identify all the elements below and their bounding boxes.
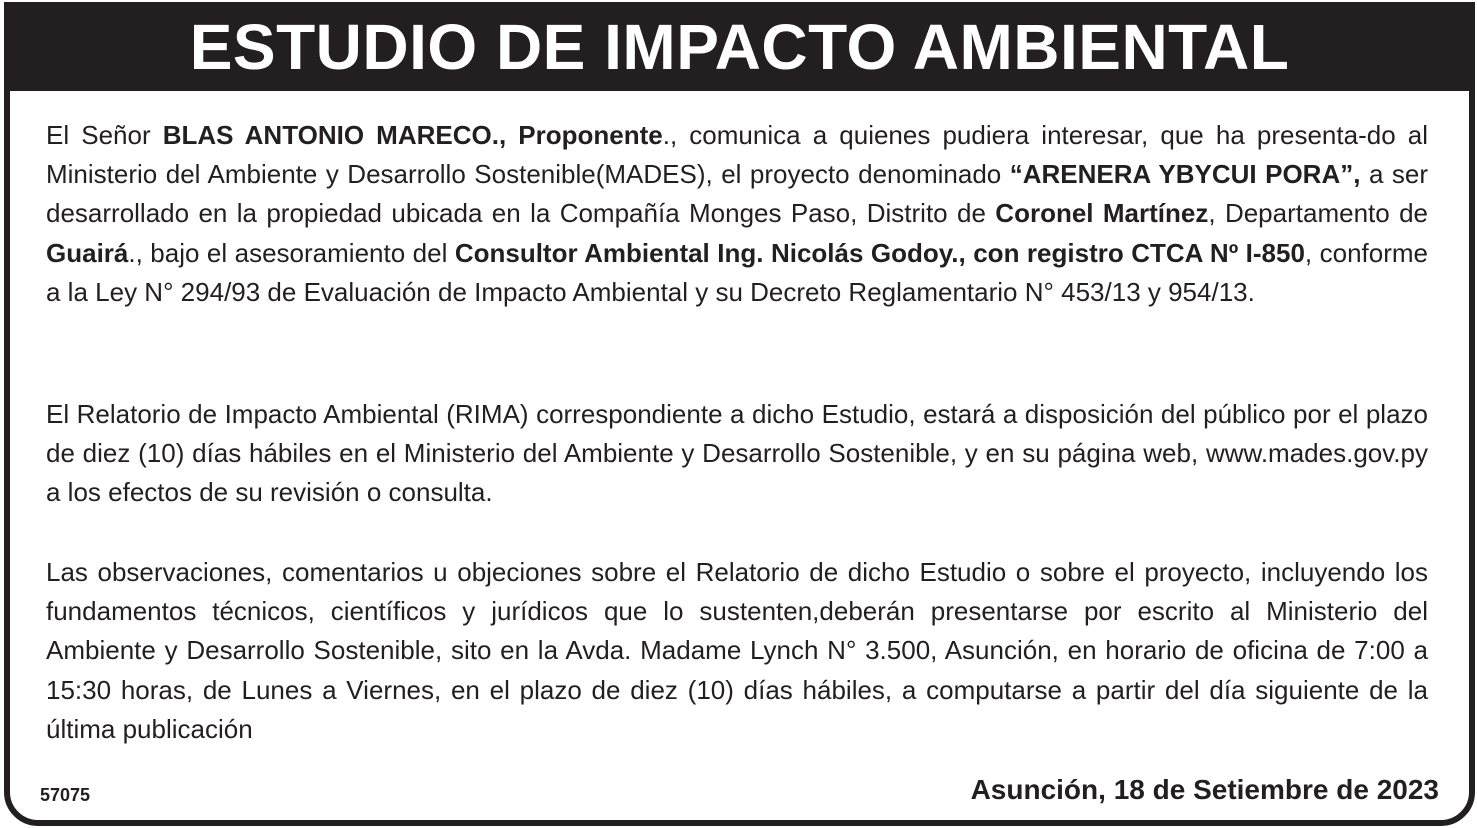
p1-text-5: ., bajo el asesoramiento del [128, 237, 455, 268]
consultant-info: Consultor Ambiental Ing. Nicolás Godoy., con registro CTCA Nº I-850 [454, 237, 1305, 268]
district-name: Coronel Martínez [995, 198, 1209, 229]
paragraph-rima-availability: El Relatorio de Impacto Ambiental (RIMA) correspondiente a dicho Estudio, estará a disposición del público por el plazo de diez (10) días hábiles en el Ministerio del Ambiente y Desarrollo Sostenible, y en su página web, www.mades.gov.py a los efectos de su revisión o consulta. [46, 399, 1428, 508]
p1-text-6: , conforme a la Ley N° 294/93 de Evaluación de Impacto Ambiental y su Decreto Reglamentario N° 453/13 y 954/13. [46, 237, 1428, 307]
p1-text-2: ., comunica a quienes pudiera interesar, que ha presenta-do al Ministerio del Ambiente y Desarrollo Sostenible(MADES), el proyecto denominado [46, 120, 1429, 190]
p1-text-4: , Departamento de [1208, 198, 1428, 229]
project-name: “ARENERA YBYCUI PORA”, [1009, 159, 1361, 190]
proponent-name: BLAS ANTONIO MARECO., Proponente [162, 120, 663, 150]
paragraph-project-notice [46, 116, 1428, 312]
reference-code: 57075 [40, 785, 91, 805]
header-bar [10, 8, 1469, 91]
department-name: Guairá [46, 237, 129, 268]
p1-text-1: El Señor [46, 120, 163, 150]
p1-text-3: a ser desarrollado en la propiedad ubicada en la Compañía Monges Paso, Distrito de [46, 159, 1429, 229]
paragraph-observations: Las observaciones, comentarios u objeciones sobre el Relatorio de dicho Estudio o sobre el proyecto, incluyendo los fundamentos técnicos, científicos y jurídicos que lo sustenten,deberán presentarse por escrito al Ministerio del Ambiente y Desarrollo Sostenible, sito en la Avda. Madame Lynch N° 3.500, Asunción, en horario de oficina de 7:00 a 15:30 horas, de Lunes a Viernes, en el plazo de diez (10) días hábiles, a computarse a partir del día siguiente de la última publicación [46, 557, 1428, 744]
page-title: ESTUDIO DE IMPACTO AMBIENTAL [189, 11, 1290, 83]
date-line: Asunción, 18 de Setiembre de 2023 [970, 774, 1439, 805]
notice-frame [4, 2, 1475, 826]
